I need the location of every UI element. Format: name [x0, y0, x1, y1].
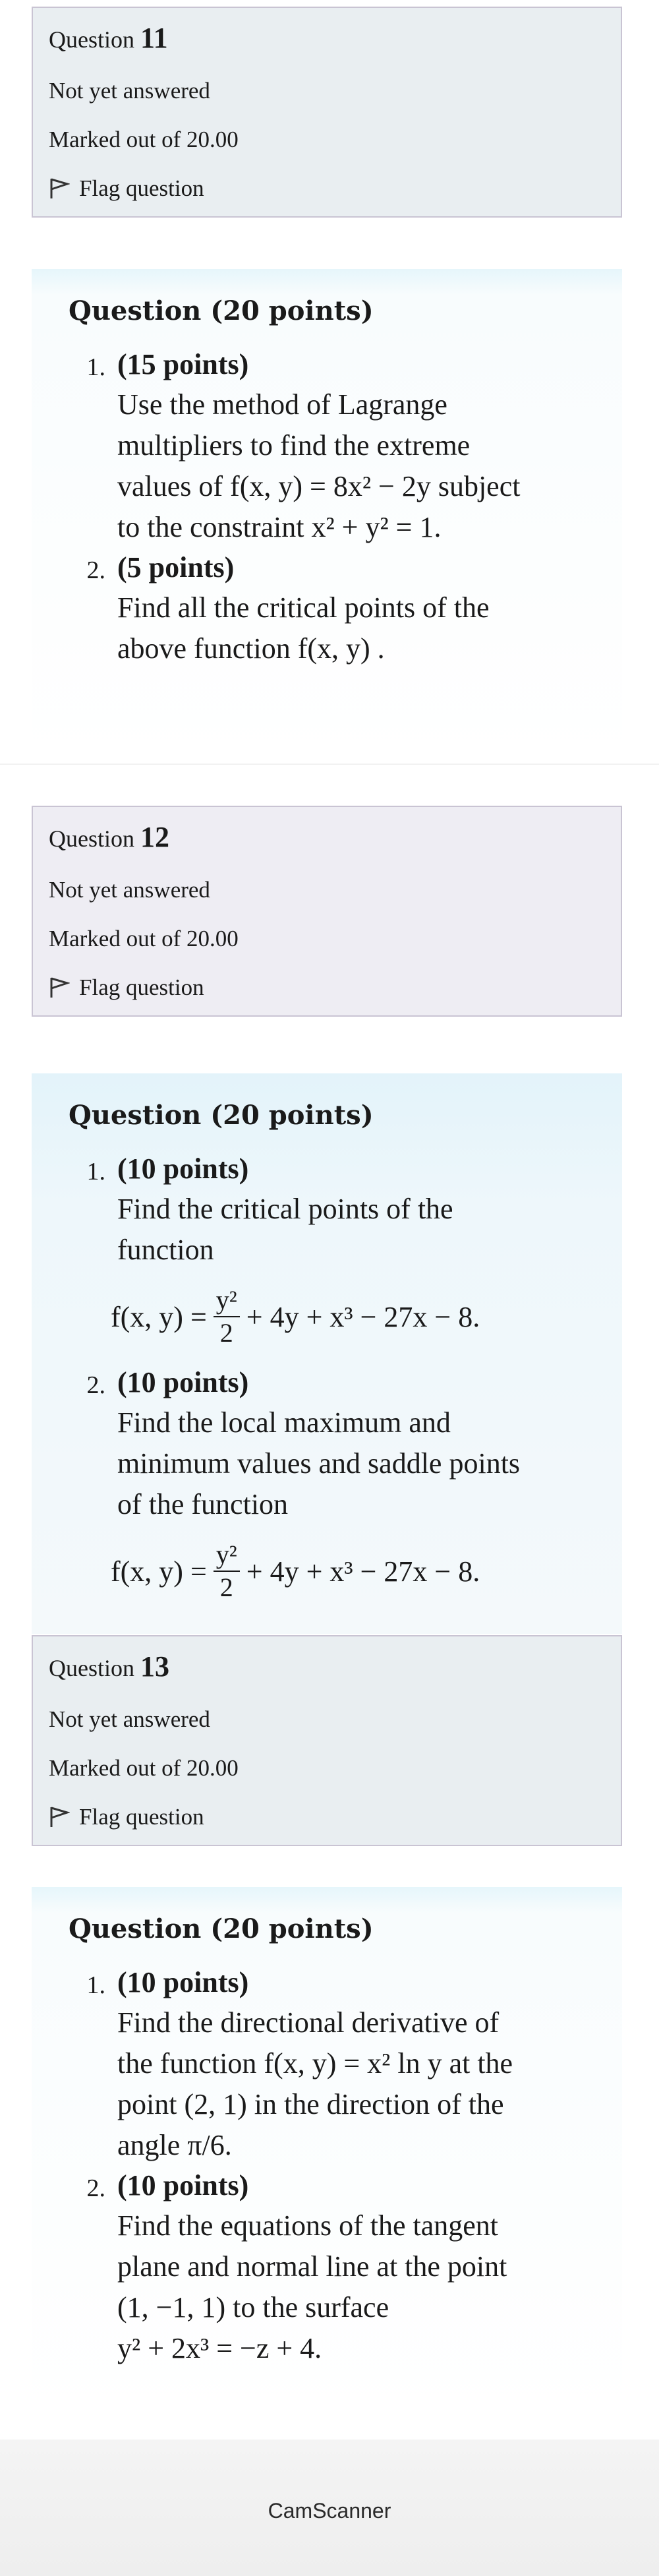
answer-status: Not yet answered — [49, 877, 210, 903]
question-number: Question 11 — [49, 22, 168, 54]
question-content — [32, 1073, 622, 1634]
points-label: (10 points) — [117, 1153, 249, 1185]
points-label: (10 points) — [117, 1366, 249, 1398]
formula: f(x, y) = $\frac{\text{y²}}{2}$ + 4y + x³ − 27x − 8. — [111, 1285, 480, 1348]
marks-info: Marked out of 20.00 — [49, 1755, 239, 1781]
question-heading: Question (20 points) — [69, 1913, 374, 1944]
list-item: 2. (10 points) Find the equations of the tangent plane and normal line at the point (1, −1, 1) to the surface y² + 2x³ = −z + 4. — [69, 2166, 585, 2369]
list-item: 2. (10 points) Find the local maximum and minimum values and saddle points of the function f(x, y) = $\frac{\text{y²}}{2}$ + 4y + x³ − 27x − 8. — [69, 1363, 585, 1617]
flag-question-button[interactable]: Flag question — [49, 175, 605, 202]
answer-status: Not yet answered — [49, 78, 210, 104]
question-info-box — [32, 806, 622, 1017]
marks-info: Marked out of 20.00 — [49, 127, 239, 152]
scanner-footer — [0, 2440, 659, 2576]
question-content — [32, 1887, 622, 2414]
flag-question-button[interactable]: Flag question — [49, 974, 605, 1001]
answer-status: Not yet answered — [49, 1706, 210, 1732]
points-label: (15 points) — [117, 348, 249, 380]
points-label: (10 points) — [117, 1966, 249, 1998]
marks-info: Marked out of 20.00 — [49, 926, 239, 951]
divider — [0, 764, 659, 765]
list-item: 1. (10 points) Find the directional derivative of the function f(x, y) = x² ln y at the point (2, 1) in the direction of the angle π/6. — [69, 1963, 585, 2166]
list-item: 1. (15 points) Use the method of Lagrange multipliers to find the extreme values of f(x, y) = 8x² − 2y subject to the constraint x² + y² = 1. — [69, 345, 585, 548]
list-item: 1. (10 points) Find the critical points of the function f(x, y) = $\frac{\text{y²}}{2}$ + 4y + x³ − 27x − 8. — [69, 1149, 585, 1363]
flag-icon — [49, 976, 70, 999]
formula: f(x, y) = $\frac{\text{y²}}{2}$ + 4y + x³ − 27x − 8. — [111, 1540, 480, 1602]
flag-question-button[interactable]: Flag question — [49, 1804, 605, 1830]
question-content — [32, 269, 622, 757]
flag-icon — [49, 177, 70, 200]
points-label: (10 points) — [117, 2169, 249, 2202]
points-label: (5 points) — [117, 551, 235, 584]
brand-label: CamScanner — [268, 2499, 391, 2523]
flag-icon — [49, 1806, 70, 1828]
list-item: 2. (5 points) Find all the critical points of the above function f(x, y) . — [69, 548, 585, 669]
question-number: Question 12 — [49, 821, 169, 853]
question-heading: Question (20 points) — [69, 295, 374, 326]
question-info-box — [32, 7, 622, 218]
question-number: Question 13 — [49, 1650, 169, 1683]
question-info-box — [32, 1635, 622, 1846]
question-heading: Question (20 points) — [69, 1100, 374, 1131]
